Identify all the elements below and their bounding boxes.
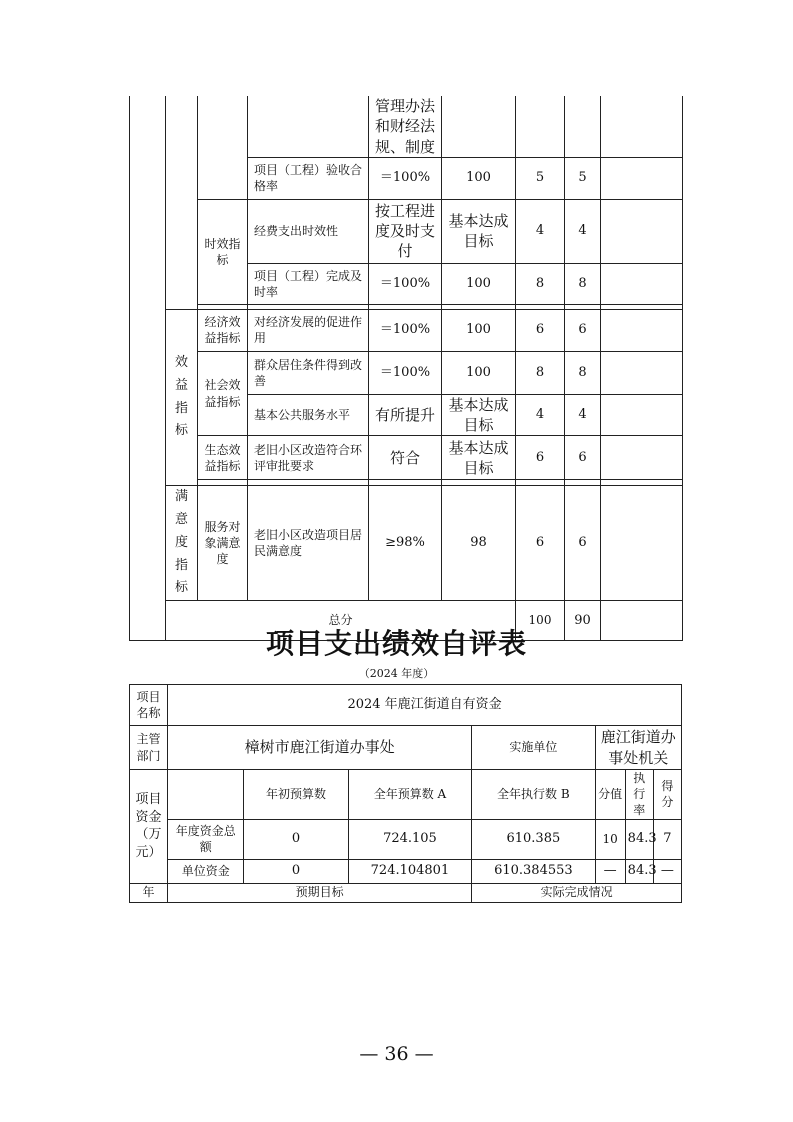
score-cell: 4 (565, 199, 601, 263)
actual-cell: 基本达成目标 (442, 436, 516, 480)
weight-cell: 8 (516, 351, 565, 394)
indicator-cell: 群众居住条件得到改善 (248, 351, 369, 394)
indicator-cell: 老旧小区改造符合环评审批要求 (248, 436, 369, 480)
indicator-cell: 对经济发展的促进作用 (248, 309, 369, 351)
annual-score: 7 (653, 819, 681, 859)
actual-cell: 98 (442, 486, 516, 601)
standard-cell: ＝100% (369, 157, 442, 199)
eco-label: 生态效益指标 (198, 436, 248, 480)
indicator-cell (248, 96, 369, 157)
indicator-cell: 项目（工程）验收合格率 (248, 157, 369, 199)
unit-full-year: 724.104801 (348, 859, 471, 883)
score-cell: 6 (565, 486, 601, 601)
weight-cell: 6 (516, 486, 565, 601)
project-name-value: 2024 年鹿江街道自有资金 (168, 685, 682, 726)
standard-cell: 符合 (369, 436, 442, 480)
unit-rate: 84.3 (625, 859, 653, 883)
actual-cell: 基本达成目标 (442, 199, 516, 263)
timeliness-label: 时效指标 (198, 199, 248, 304)
score-cell: 6 (565, 436, 601, 480)
standard-cell: 有所提升 (369, 394, 442, 436)
satisfaction-label-text: 满意度指标 (175, 489, 189, 596)
indicator-cell: 基本公共服务水平 (248, 394, 369, 436)
social-label: 社会效益指标 (198, 351, 248, 436)
standard-cell: ＝100% (369, 351, 442, 394)
service-label: 服务对象满意度 (198, 486, 248, 601)
expected-label: 预期目标 (168, 883, 472, 902)
standard-cell: ＝100% (369, 263, 442, 304)
annual-full-year: 724.105 (348, 819, 471, 859)
score-cell: 6 (565, 309, 601, 351)
score-cell: 5 (565, 157, 601, 199)
annual-rate: 84.3 (625, 819, 653, 859)
page-number: — 36 — (359, 1043, 434, 1065)
annual-executed: 610.385 (472, 819, 595, 859)
impl-value: 鹿江街道办事处机关 (595, 726, 681, 770)
level3-cell-blank (198, 96, 248, 199)
performance-indicator-table (129, 96, 683, 641)
self-evaluation-table (129, 684, 682, 903)
actual-cell: 100 (442, 309, 516, 351)
score-cell: 8 (565, 263, 601, 304)
weight-cell: 8 (516, 263, 565, 304)
actual-cell: 100 (442, 157, 516, 199)
indicator-cell: 老旧小区改造项目居民满意度 (248, 486, 369, 601)
weight-cell: 5 (516, 157, 565, 199)
weight-cell: 4 (516, 394, 565, 436)
unit-label: 单位资金 (168, 859, 244, 883)
standard-cell: 按工程进度及时支付 (369, 199, 442, 263)
actual-cell: 100 (442, 263, 516, 304)
project-name-label: 项目名称 (130, 685, 168, 726)
standard-cell: ＝100% (369, 309, 442, 351)
total-label: 总分 (166, 601, 516, 641)
year-label: 年 (130, 883, 168, 902)
economic-label: 经济效益指标 (198, 309, 248, 351)
score-cell: 4 (565, 394, 601, 436)
unit-executed: 610.384553 (472, 859, 595, 883)
header-executed: 全年执行数 B (472, 770, 595, 820)
benefit-label-text: 效益指标 (175, 355, 189, 439)
page-title: 项目支出绩效自评表 (265, 627, 527, 660)
total-weight: 100 (516, 601, 565, 641)
impl-label: 实施单位 (472, 726, 595, 770)
header-points: 分值 (595, 770, 625, 820)
unit-score: — (653, 859, 681, 883)
indicator-cell: 项目（工程）完成及时率 (248, 263, 369, 304)
total-score: 90 (565, 601, 601, 641)
unit-initial: 0 (244, 859, 348, 883)
actual-cell: 100 (442, 351, 516, 394)
actual-label: 实际完成情况 (472, 883, 682, 902)
annual-initial: 0 (244, 819, 348, 859)
dept-value: 樟树市鹿江街道办事处 (168, 726, 472, 770)
funds-label: 项目资金（万元） (130, 770, 168, 884)
indicator-cell: 经费支出时效性 (248, 199, 369, 263)
level2-cell-blank (166, 96, 198, 309)
level1-cell-blank (130, 96, 166, 641)
weight-cell: 6 (516, 436, 565, 480)
year-subtitle: （2024 年度） (358, 667, 435, 680)
standard-cell: 管理办法和财经法规、制度 (369, 96, 442, 157)
header-full-year: 全年预算数 A (348, 770, 471, 820)
unit-points: — (595, 859, 625, 883)
score-cell: 8 (565, 351, 601, 394)
actual-cell: 基本达成目标 (442, 394, 516, 436)
header-initial: 年初预算数 (244, 770, 348, 820)
annual-label: 年度资金总额 (168, 819, 244, 859)
dept-label: 主管部门 (130, 726, 168, 770)
weight-cell: 6 (516, 309, 565, 351)
annual-points: 10 (595, 819, 625, 859)
header-score: 得分 (653, 770, 681, 820)
satisfaction-label (166, 486, 198, 601)
benefit-label (166, 309, 198, 486)
standard-cell: ≥98% (369, 486, 442, 601)
header-rate: 执行率 (625, 770, 653, 820)
weight-cell: 4 (516, 199, 565, 263)
